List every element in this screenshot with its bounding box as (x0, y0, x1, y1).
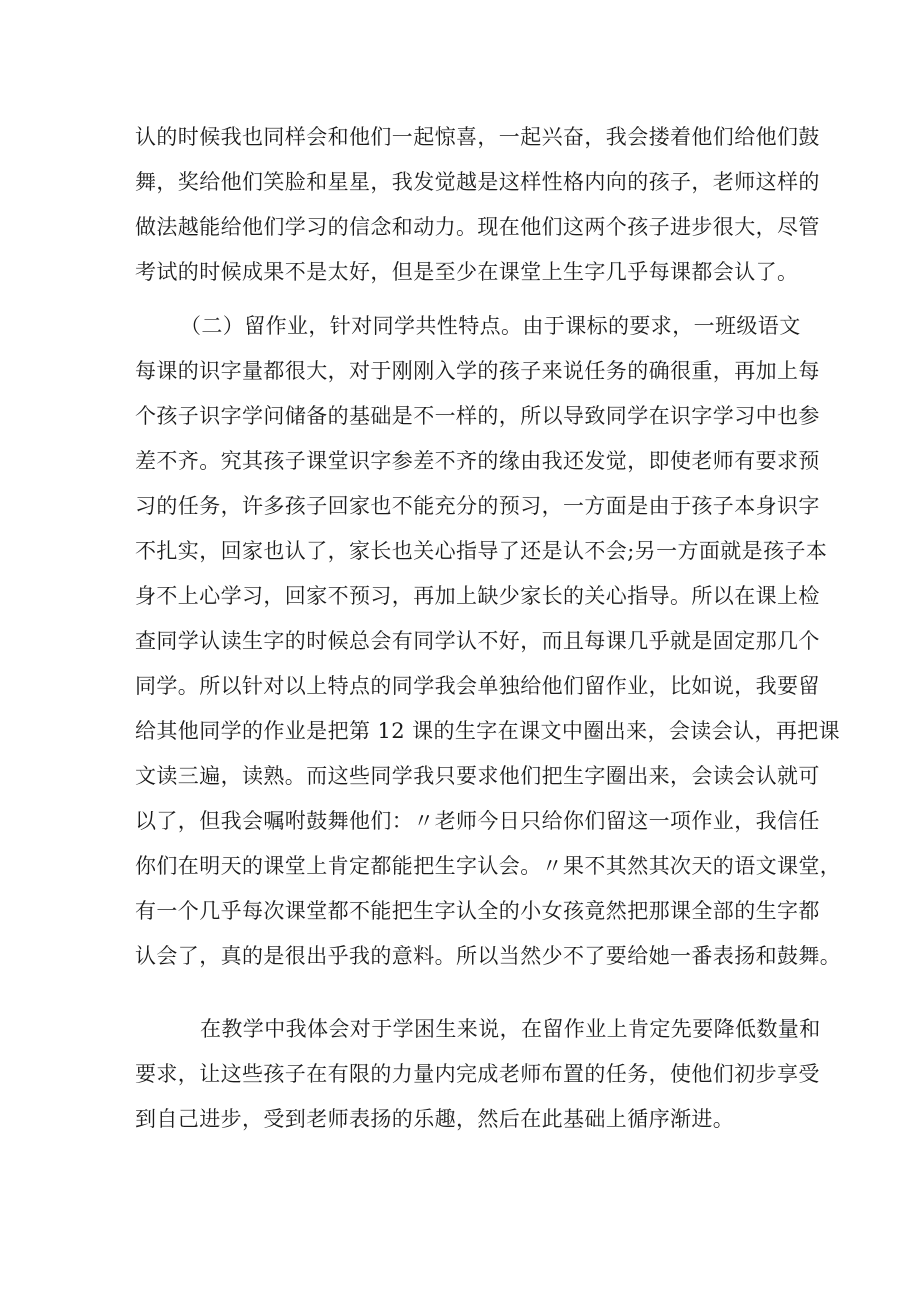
paragraph-line: 每课的识字量都很大，对于刚刚入学的孩子来说任务的确很重，再加上每 (135, 359, 820, 383)
paragraph-line: 不扎实，回家也认了，家长也关心指导了还是认不会;另一方面就是孩子本 (135, 539, 828, 563)
paragraph-line: 文读三遍，读熟。而这些同学我只要求他们把生字圈出来，会读会认就可 (135, 764, 820, 788)
paragraph-line: 要求，让这些孩子在有限的力量内完成老师布置的任务，使他们初步享受 (135, 1062, 820, 1086)
paragraph-line: 同学。所以针对以上特点的同学我会单独给他们留作业，比如说，我要留 (135, 674, 820, 698)
section-heading-line: （二）留作业，针对同学共性特点。由于课标的要求，一班级语文 (180, 314, 801, 338)
paragraph-line: 到自己进步，受到老师表扬的乐趣，然后在此基础上循序渐进。 (135, 1107, 735, 1131)
paragraph-line: 个孩子识字学问储备的基础是不一样的，所以导致同学在识字学习中也参 (135, 404, 820, 428)
paragraph-line: 有一个几乎每次课堂都不能把生字认全的小女孩竟然把那课全部的生字都 (135, 899, 820, 923)
paragraph-line: 认会了，真的是很出乎我的意料。所以当然少不了要给她一番表扬和鼓舞。 (135, 944, 842, 968)
paragraph-line: 以了，但我会嘱咐鼓舞他们：〃老师今日只给你们留这一项作业，我信任 (135, 809, 820, 833)
paragraph-line: 舞，奖给他们笑脸和星星，我发觉越是这样性格内向的孩子，老师这样的 (135, 170, 820, 194)
paragraph-line: 习的任务，许多孩子回家也不能充分的预习，一方面是由于孩子本身识字 (135, 494, 820, 518)
paragraph-line: 你们在明天的课堂上肯定都能把生字认会。〃果不其然其次天的语文课堂， (135, 854, 842, 878)
paragraph-line: 认的时候我也同样会和他们一起惊喜，一起兴奋，我会搂着他们给他们鼓 (135, 125, 820, 149)
paragraph-line: 身不上心学习，回家不预习，再加上缺少家长的关心指导。所以在课上检 (135, 584, 820, 608)
paragraph-line: 查同学认读生字的时候总会有同学认不好，而且每课几乎就是固定那几个 (135, 629, 820, 653)
paragraph-line: 差不齐。究其孩子课堂识字参差不齐的缘由我还发觉，即使老师有要求预 (135, 449, 820, 473)
paragraph-line: 考试的时候成果不是太好，但是至少在课堂上生字几乎每课都会认了。 (135, 260, 799, 284)
paragraph-line: 给其他同学的作业是把第 12 课的生字在课文中圈出来，会读会认，再把课 (135, 719, 841, 743)
paragraph-line: 在教学中我体会对于学困生来说，在留作业上肯定先要降低数量和 (200, 1017, 821, 1041)
paragraph-line: 做法越能给他们学习的信念和动力。现在他们这两个孩子进步很大，尽管 (135, 215, 820, 239)
